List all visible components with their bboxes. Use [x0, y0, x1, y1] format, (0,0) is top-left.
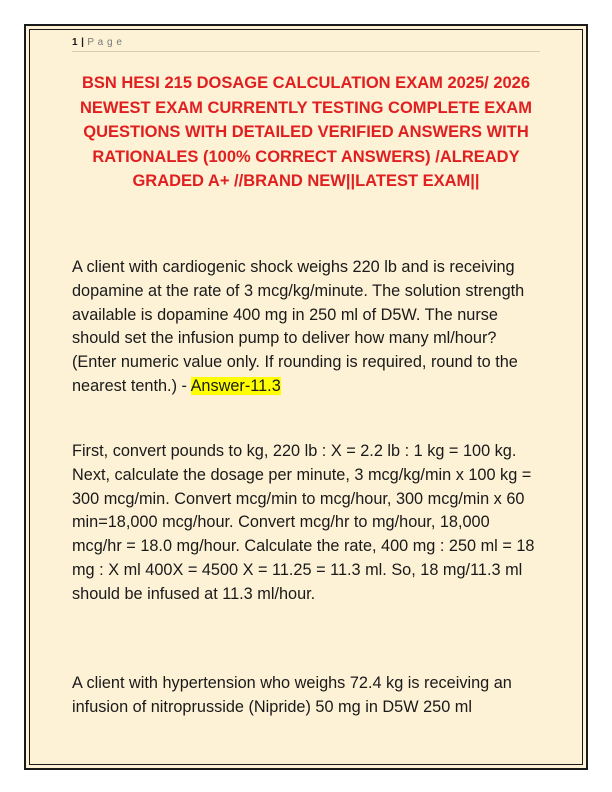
question-2 [72, 672, 542, 720]
page-header [72, 37, 540, 52]
document-title: BSN HESI 215 DOSAGE CALCULATION EXAM 2025/ 2026 NEWEST EXAM CURRENTLY TESTING COMPLETE EXAM QUESTIONS WITH DETAILED VERIFIED ANSWERS WITH RATIONALES (100% CORRECT ANSWERS) /ALREADY GRADED A+ //BRAND NEW||LATEST EXAM|| [80, 74, 532, 191]
page-separator: | [81, 37, 85, 48]
page-number: 1 [72, 37, 79, 48]
page-label: P a g e [87, 37, 123, 48]
rationale-1: First, convert pounds to kg, 220 lb : X = 2.2 lb : 1 kg = 100 kg. Next, calculate the dosage per minute, 3 mcg/kg/min x 100 kg = 300 mcg/min. Convert mcg/min to mcg/hour, 300 mcg/min x 60 min=18,000 mcg/hour. Convert mcg/hr to mg/hour, 18,000 mcg/hr = 18.0 mg/hour. Calculate the rate, 400 mg : 250 ml = 18 mg : X ml 400X = 4500 X = 11.25 = 11.3 ml. So, 18 mg/11.3 ml should be infused at 11.3 ml/hour. [72, 442, 535, 603]
question-1-answer: Answer-11.3 [190, 376, 281, 395]
question-2-text: A client with hypertension who weighs 72.4 kg is receiving an infusion of nitroprusside (Nipride) 50 mg in D5W 250 ml [72, 674, 512, 716]
question-1 [72, 256, 542, 399]
question-1-text: A client with cardiogenic shock weighs 220 lb and is receiving dopamine at the rate of 3 mcg/kg/minute. The solution strength available is dopamine 400 mg in 250 ml of D5W. The nurse should set the infusion pump to deliver how many ml/hour? (Enter numeric value only. If rounding is required, round to the nearest tenth.) - [72, 258, 525, 395]
